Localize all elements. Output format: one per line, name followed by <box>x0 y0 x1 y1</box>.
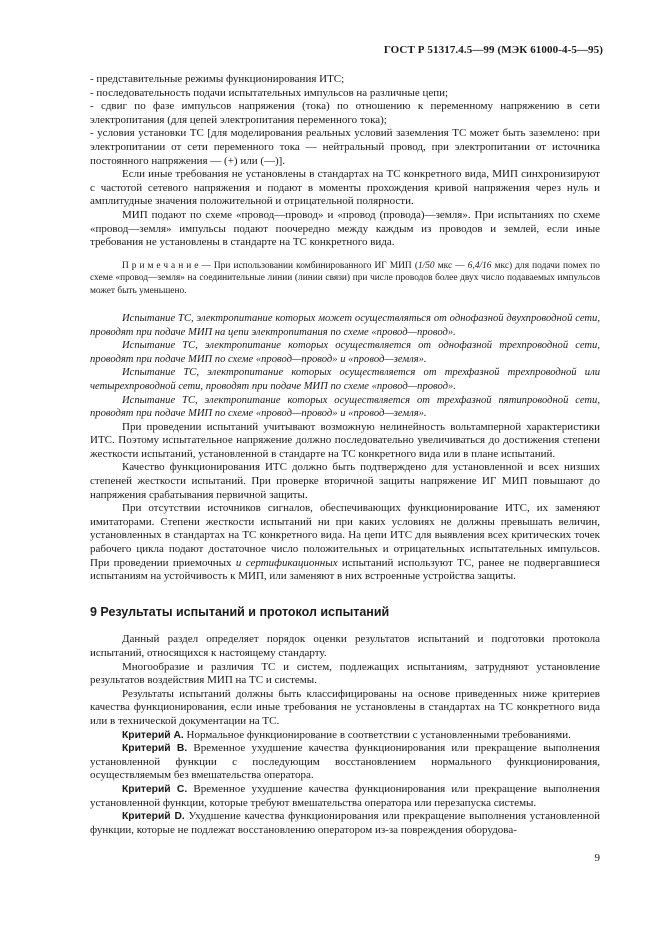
page-body <box>90 73 600 837</box>
italic-test-item: Испытание ТС, электропитание которых осуществляется от трехфазной пятипроводной сети, проводят при подаче МИП по схеме «провод—провод» и «провод—земля». <box>90 394 600 420</box>
bullet-item: - условия установки ТС [для моделирования реальных условий заземления ТС может быть заземлено: при электропитании от сети переменного тока — нейтральный провод, при электропитании от источника постоянного напряжения — (+) или (—)]. <box>90 127 600 167</box>
paragraph: МИП подают по схеме «провод—провод» и «провод (провода)—земля». При испытаниях по схеме «провод—земля» импульсы подают поочередно между каждым из проводов и землей, если иные требования не установлены в стандарте на ТС конкретного вида. <box>90 208 600 249</box>
paragraph: Результаты испытаний должны быть классифицированы на основе приведенных ниже критериев качества функционирования, если иные требования не установлены в стандартах на ТС конкретного вида или в технической документации на ТС. <box>90 687 600 727</box>
italic-test-item: Испытание ТС, электропитание которых осуществляется от трехфазной трехпроводной или четырехпроводной сети, проводят при подаче МИП по схеме «провод—провод». <box>90 367 600 392</box>
criterion-label: Критерий В. <box>122 743 188 755</box>
bullet-item: - последовательность подачи испытательных импульсов на различные цепи; <box>90 86 449 99</box>
italic-test-list <box>90 312 600 421</box>
page-number: 9 <box>594 852 600 864</box>
criterion-a: Критерий А. Нормальное функционирование в соответствии с установленными требованиями. <box>122 728 571 741</box>
note-label: Примечание <box>122 260 202 271</box>
bullet-item: - сдвиг по фазе импульсов напряжения (тока) по отношению к переменному напряжению в сети электропитания (для цепей электропитания переменного тока); <box>90 100 600 126</box>
bullet-item: - представительные режимы функционирования ИТС; <box>90 73 345 85</box>
criterion-label: Критерий С. <box>122 783 188 795</box>
paragraph: Многообразие и различия ТС и систем, подлежащих испытаниям, затрудняют установление результатов воздействия МИП на ТС и системы. <box>90 660 600 687</box>
criterion-b: Критерий В. Временное ухудшение качества функционирования или прекращение выполнения установленной функции с последующим восстановлением нормального функционирования, осуществляемым без вмешательства оператора. <box>90 742 600 782</box>
criterion-d: Критерий D. Ухудшение качества функционирования или прекращение выполнения установленной функции, которые не подлежат восстановлению оператором из-за повреждения оборудова- <box>90 810 600 836</box>
criterion-label: Критерий А. <box>122 729 184 741</box>
paragraph: Данный раздел определяет порядок оценки результатов испытаний и подготовки протокола испытаний, относящихся к настоящему стандарту. <box>90 633 600 659</box>
section-heading: 9 Результаты испытаний и протокол испытаний <box>90 604 390 619</box>
page-header: ГОСТ Р 51317.4.5—99 (МЭК 61000-4-5—95) <box>383 44 603 56</box>
paragraph: Качество функционирования ИТС должно быть подтверждено для установленной и всех низших степеней жесткости испытаний. При проверке вторичной защиты напряжение ИГ МИП повышают до напряжения срабатывания первичной защиты. <box>90 461 600 501</box>
italic-test-item: Испытание ТС, электропитание которых может осуществляться от однофазной двухпроводной сети, проводят при подаче МИП на цепи электропитания по схеме «провод—провод». <box>90 312 600 338</box>
criterion-label: Критерий D. <box>122 811 185 823</box>
criterion-c: Критерий С. Временное ухудшение качества функционирования или прекращение выполнения установленной функции, которые требуют вмешательства оператора или перезапуска системы. <box>90 782 600 809</box>
paragraph: Если иные требования не установлены в стандартах на ТС конкретного вида, МИП синхронизируют с частотой сетевого напряжения и подают в моменты прохождения кривой напряжения через нуль и амплитудные значения положительной и отрицательной полярности. <box>90 168 600 208</box>
note: Примечание— При использовании комбинированного ИГ МИП (1/50 мкс — 6,4/16 мкс) для подачи помех по схеме «провод—земля» на соединительные линии (линии связи) при числе проводов более двух число подаваемых импульсов может быть уменьшено. <box>90 260 600 296</box>
paragraph: При отсутствии источников сигналов, обеспечивающих функционирование ИТС, их заменяют имитаторами. Степени жесткости испытаний ни при каких условиях не должны превышать величин, установленных в стандартах на ТС конкретного вида. На цепи ИТС для выявления всех критических точек рабочего цикла подают достаточное число положительных и отрицательных испытательных импульсов. При проведении приемочных и сертификационных испытаний используют ТС, ранее не подвергавшиеся испытаниям на устойчивость к МИП, или заменяют в них встроенные устройства защиты. <box>90 502 600 583</box>
paragraph: При проведении испытаний учитывают возможную нелинейность вольтамперной характеристики ИТС. Поэтому испытательное напряжение должно последовательно увеличиваться до достижения степени жесткости испытаний, установленной в стандарте на ТС конкретного вида или в плане испытаний. <box>90 420 600 460</box>
italic-test-item: Испытание ТС, электропитание которых осуществляется от однофазной трехпроводной сети, проводят при подаче МИП по схеме «провод—провод» и «провод—земля». <box>90 340 600 365</box>
